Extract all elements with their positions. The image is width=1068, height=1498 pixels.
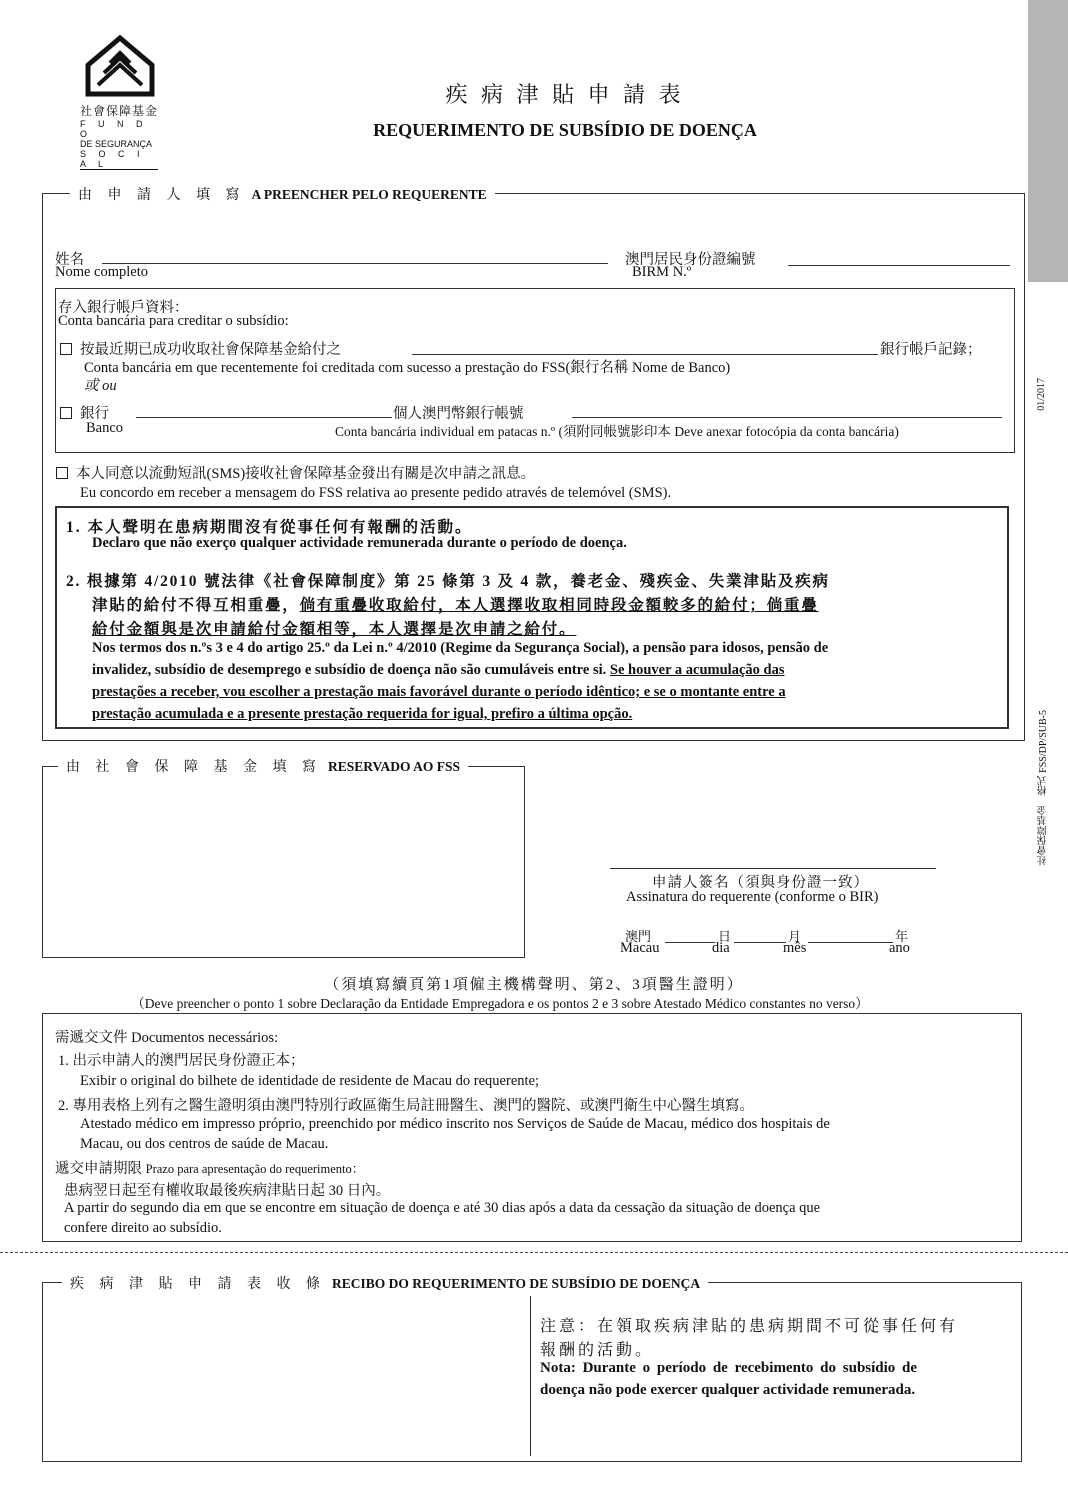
day-field[interactable] [665, 942, 715, 943]
applicant-legend: 由 申 請 人 填 寫 A PREENCHER PELO REQUERENTE [70, 184, 495, 204]
checkbox[interactable] [60, 407, 72, 419]
form-version: 01/2017 [1036, 378, 1047, 411]
bank-field[interactable] [136, 404, 392, 418]
account-number-field[interactable] [572, 404, 1002, 418]
signature-field[interactable] [610, 855, 936, 869]
cut-line [0, 1252, 1068, 1253]
fss-logo: 社會保障基金 F U N D O DE SEGURANÇA S O C I A L [80, 35, 162, 170]
side-gray-bar [1028, 0, 1068, 282]
bank-option-other[interactable]: 銀行 [60, 402, 109, 423]
bir-field[interactable] [788, 264, 1010, 266]
receipt-divider [530, 1296, 531, 1456]
bank-option-recent[interactable]: 按最近期已成功收取社會保障基金給付之 [60, 338, 341, 359]
fss-reserved-box [42, 766, 525, 958]
checkbox[interactable] [60, 343, 72, 355]
name-field[interactable] [102, 262, 608, 264]
bank-name-field[interactable] [412, 340, 878, 355]
checkbox[interactable] [56, 467, 68, 479]
sms-consent[interactable]: 本人同意以流動短訊(SMS)接收社會保障基金發出有關是次申請之訊息。 [56, 462, 535, 483]
title-pt: REQUERIMENTO DE SUBSÍDIO DE DOENÇA [373, 120, 757, 140]
form-code: 社會保障基金 格式 FSS/DP/SUB-5 [1038, 710, 1049, 866]
name-label-pt: Nome completo [55, 264, 149, 280]
name-label-cn: 姓名 [55, 252, 84, 268]
title-cn: 疾 病 津 貼 申 請 表 [445, 82, 685, 107]
fss-legend: 由 社 會 保 障 基 金 填 寫 RESERVADO AO FSS [58, 756, 468, 776]
bir-label-pt: BIRM N.º [632, 264, 692, 280]
bir-label-cn: 澳門居民身份證編號 [625, 252, 756, 268]
receipt-legend: 疾 病 津 貼 申 請 表 收 條 RECIBO DO REQUERIMENTO DE SUBSÍDIO DE DOENÇA [62, 1273, 708, 1293]
year-field[interactable] [808, 942, 893, 943]
month-field[interactable] [734, 942, 786, 943]
